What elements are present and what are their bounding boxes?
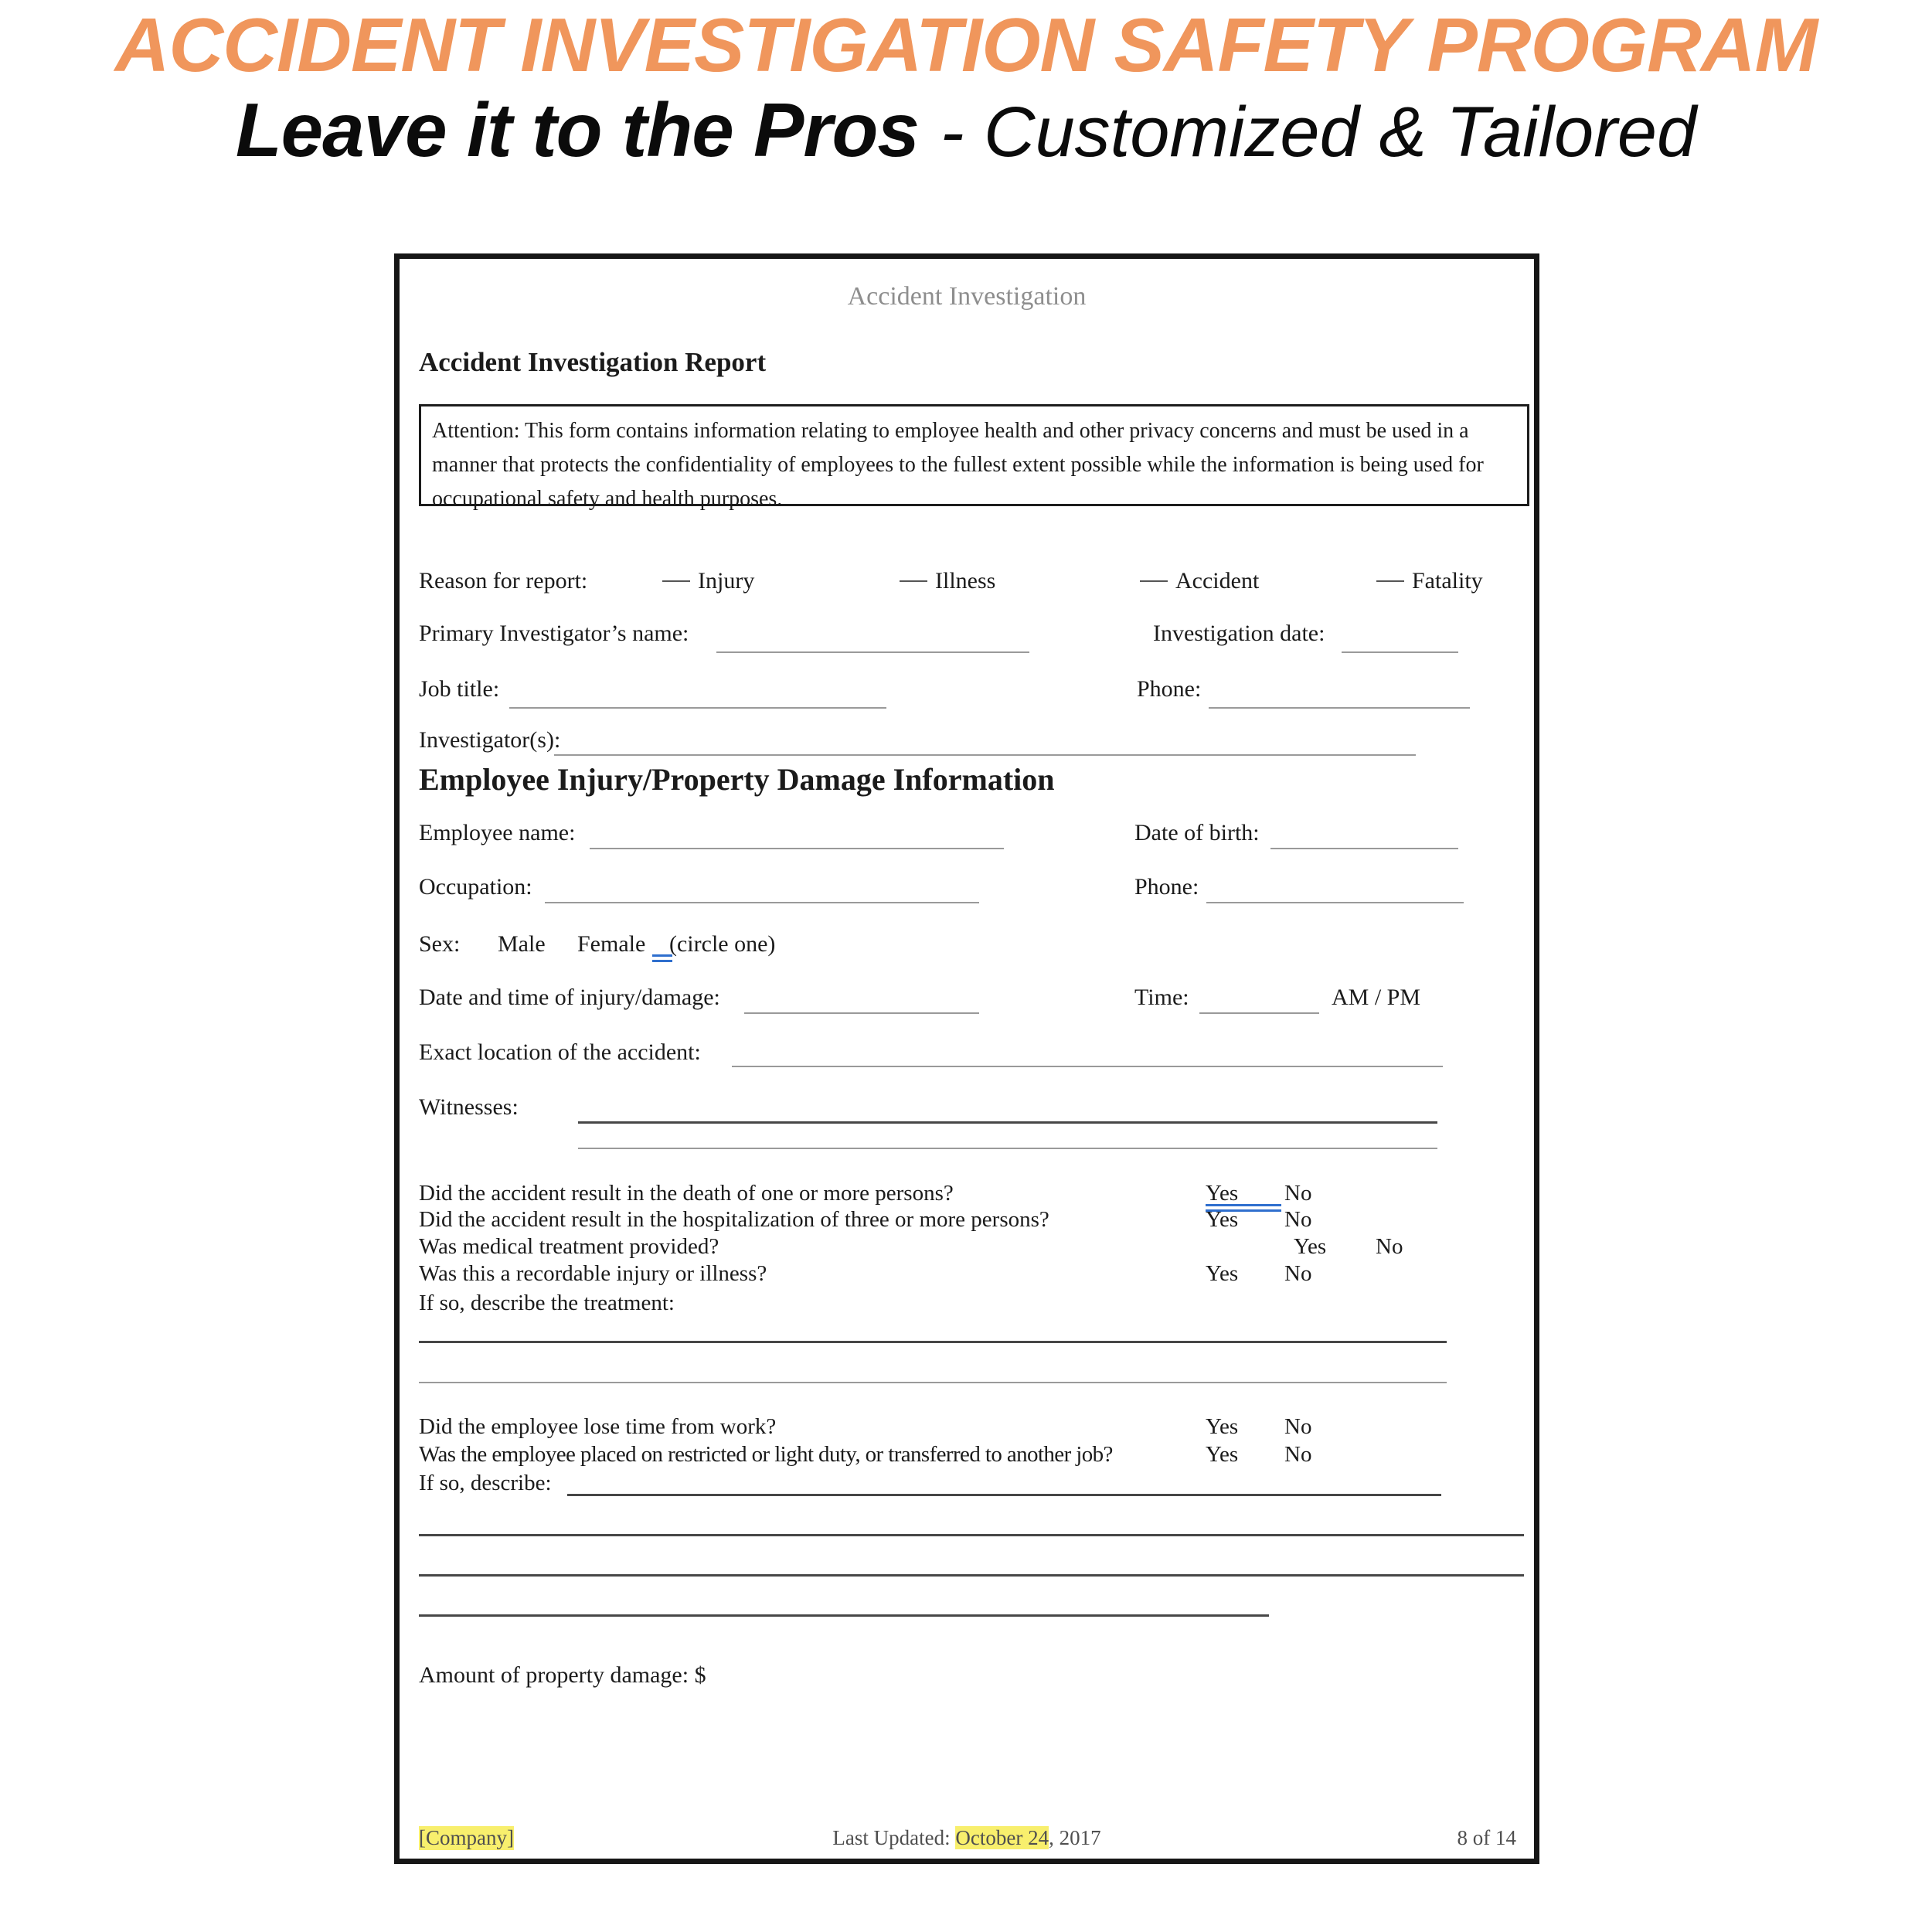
phone2-label: Phone: [1134, 874, 1199, 900]
footer-updated-prefix: Last Updated: [832, 1826, 956, 1849]
occupation-label: Occupation: [419, 874, 532, 900]
accident-blank-line [1140, 580, 1168, 582]
ampm-label: AM / PM [1332, 985, 1421, 1010]
question-restricted: Was the employee placed on restricted or light duty, or transferred to another job? [419, 1442, 1113, 1467]
question-hospitalization: Did the accident result in the hospitalization of three or more persons? [419, 1207, 1049, 1232]
phone2-line [1206, 902, 1464, 903]
answer-line-1 [419, 1534, 1524, 1536]
sex-male-label: Male [498, 931, 546, 957]
answer-line-3 [419, 1614, 1269, 1617]
primary-investigator-line [716, 651, 1029, 653]
describe-line [567, 1494, 1441, 1496]
attention-text: Attention: This form contains information relating to employee health and other privacy concerns and must be used in a manner that protects the confidentiality of employees to the fullest extent possible while the information is being used for occupational safety and health purposes. [432, 419, 1484, 511]
investigation-date-label: Investigation date: [1153, 621, 1325, 646]
circle-one-label: (circle one) [669, 931, 776, 957]
employee-name-line [590, 848, 1004, 849]
footer-company: [Company] [419, 1826, 514, 1849]
question-death-yes: Yes [1206, 1181, 1239, 1206]
location-line [732, 1066, 1443, 1067]
investigation-date-line [1342, 651, 1458, 653]
question-medical-no: No [1376, 1234, 1403, 1259]
question-medical-yes: Yes [1294, 1234, 1327, 1259]
reason-option-illness [900, 568, 995, 594]
question-recordable-no: No [1284, 1261, 1312, 1286]
time-label: Time: [1134, 985, 1189, 1010]
injury-label: Injury [698, 568, 755, 594]
footer-updated [400, 1826, 1534, 1850]
treatment-line-1 [419, 1341, 1447, 1343]
question-hospitalization-no: No [1284, 1207, 1312, 1232]
occupation-line [545, 902, 979, 903]
witnesses-label: Witnesses: [419, 1094, 519, 1120]
employee-section-title: Employee Injury/Property Damage Information [419, 762, 1055, 797]
footer-updated-date: October 24 [955, 1826, 1049, 1849]
document-page [394, 253, 1539, 1864]
banner-title: ACCIDENT INVESTIGATION SAFETY PROGRAM [114, 2, 1818, 87]
fatality-blank-line [1376, 580, 1404, 582]
footer-page-number: 8 of 14 [1457, 1826, 1516, 1849]
time-line [1199, 1012, 1319, 1014]
witnesses-line-1 [578, 1121, 1437, 1124]
treatment-line-2 [419, 1382, 1447, 1383]
datetime-label: Date and time of injury/damage: [419, 985, 720, 1010]
dob-label: Date of birth: [1134, 820, 1260, 845]
reason-label: Reason for report: [419, 568, 588, 594]
question-lost-time-yes: Yes [1206, 1414, 1239, 1439]
question-recordable: Was this a recordable injury or illness? [419, 1261, 767, 1286]
banner-subtitle [0, 87, 1932, 174]
investigators-line [554, 754, 1416, 756]
primary-investigator-label: Primary Investigator’s name: [419, 621, 689, 646]
question-death-no: No [1284, 1181, 1312, 1206]
report-title: Accident Investigation Report [419, 347, 767, 377]
reason-option-injury [662, 568, 754, 594]
reason-option-accident [1140, 568, 1259, 594]
injury-blank-line [662, 580, 690, 582]
sex-female-label: Female [577, 931, 646, 957]
question-death: Did the accident result in the death of one or more persons? [419, 1181, 954, 1206]
witnesses-line-2 [578, 1148, 1437, 1149]
question-lost-time-no: No [1284, 1414, 1312, 1439]
attention-box [419, 404, 1529, 511]
if-so-describe-label: If so, describe: [419, 1471, 552, 1495]
banner-subtitle-rest: - Customized & Tailored [940, 93, 1697, 172]
datetime-line [744, 1012, 979, 1014]
answer-line-2 [419, 1574, 1524, 1577]
banner-subtitle-bold: Leave it to the Pros [235, 87, 919, 172]
question-medical: Was medical treatment provided? [419, 1234, 719, 1259]
job-title-label: Job title: [419, 676, 500, 702]
illness-blank-line [900, 580, 927, 582]
phone-line [1209, 707, 1470, 709]
job-title-line [509, 707, 886, 709]
accident-label: Accident [1175, 568, 1260, 594]
question-recordable-yes: Yes [1206, 1261, 1239, 1286]
investigators-label: Investigator(s): [419, 727, 561, 753]
employee-name-label: Employee name: [419, 820, 576, 845]
question-restricted-no: No [1284, 1442, 1312, 1467]
reason-option-fatality [1376, 568, 1483, 594]
amount-label: Amount of property damage: $ [419, 1662, 706, 1688]
phone-label: Phone: [1137, 676, 1202, 702]
location-label: Exact location of the accident: [419, 1039, 701, 1065]
question-lost-time: Did the employee lose time from work? [419, 1414, 777, 1439]
sex-label: Sex: [419, 931, 461, 957]
question-restricted-yes: Yes [1206, 1442, 1239, 1467]
dob-line [1270, 848, 1458, 849]
fatality-label: Fatality [1412, 568, 1483, 594]
footer-updated-suffix: , 2017 [1049, 1826, 1101, 1849]
question-hospitalization-yes: Yes [1206, 1207, 1239, 1232]
running-header: Accident Investigation [847, 282, 1087, 311]
if-so-treatment-label: If so, describe the treatment: [419, 1291, 675, 1315]
illness-label: Illness [935, 568, 996, 594]
